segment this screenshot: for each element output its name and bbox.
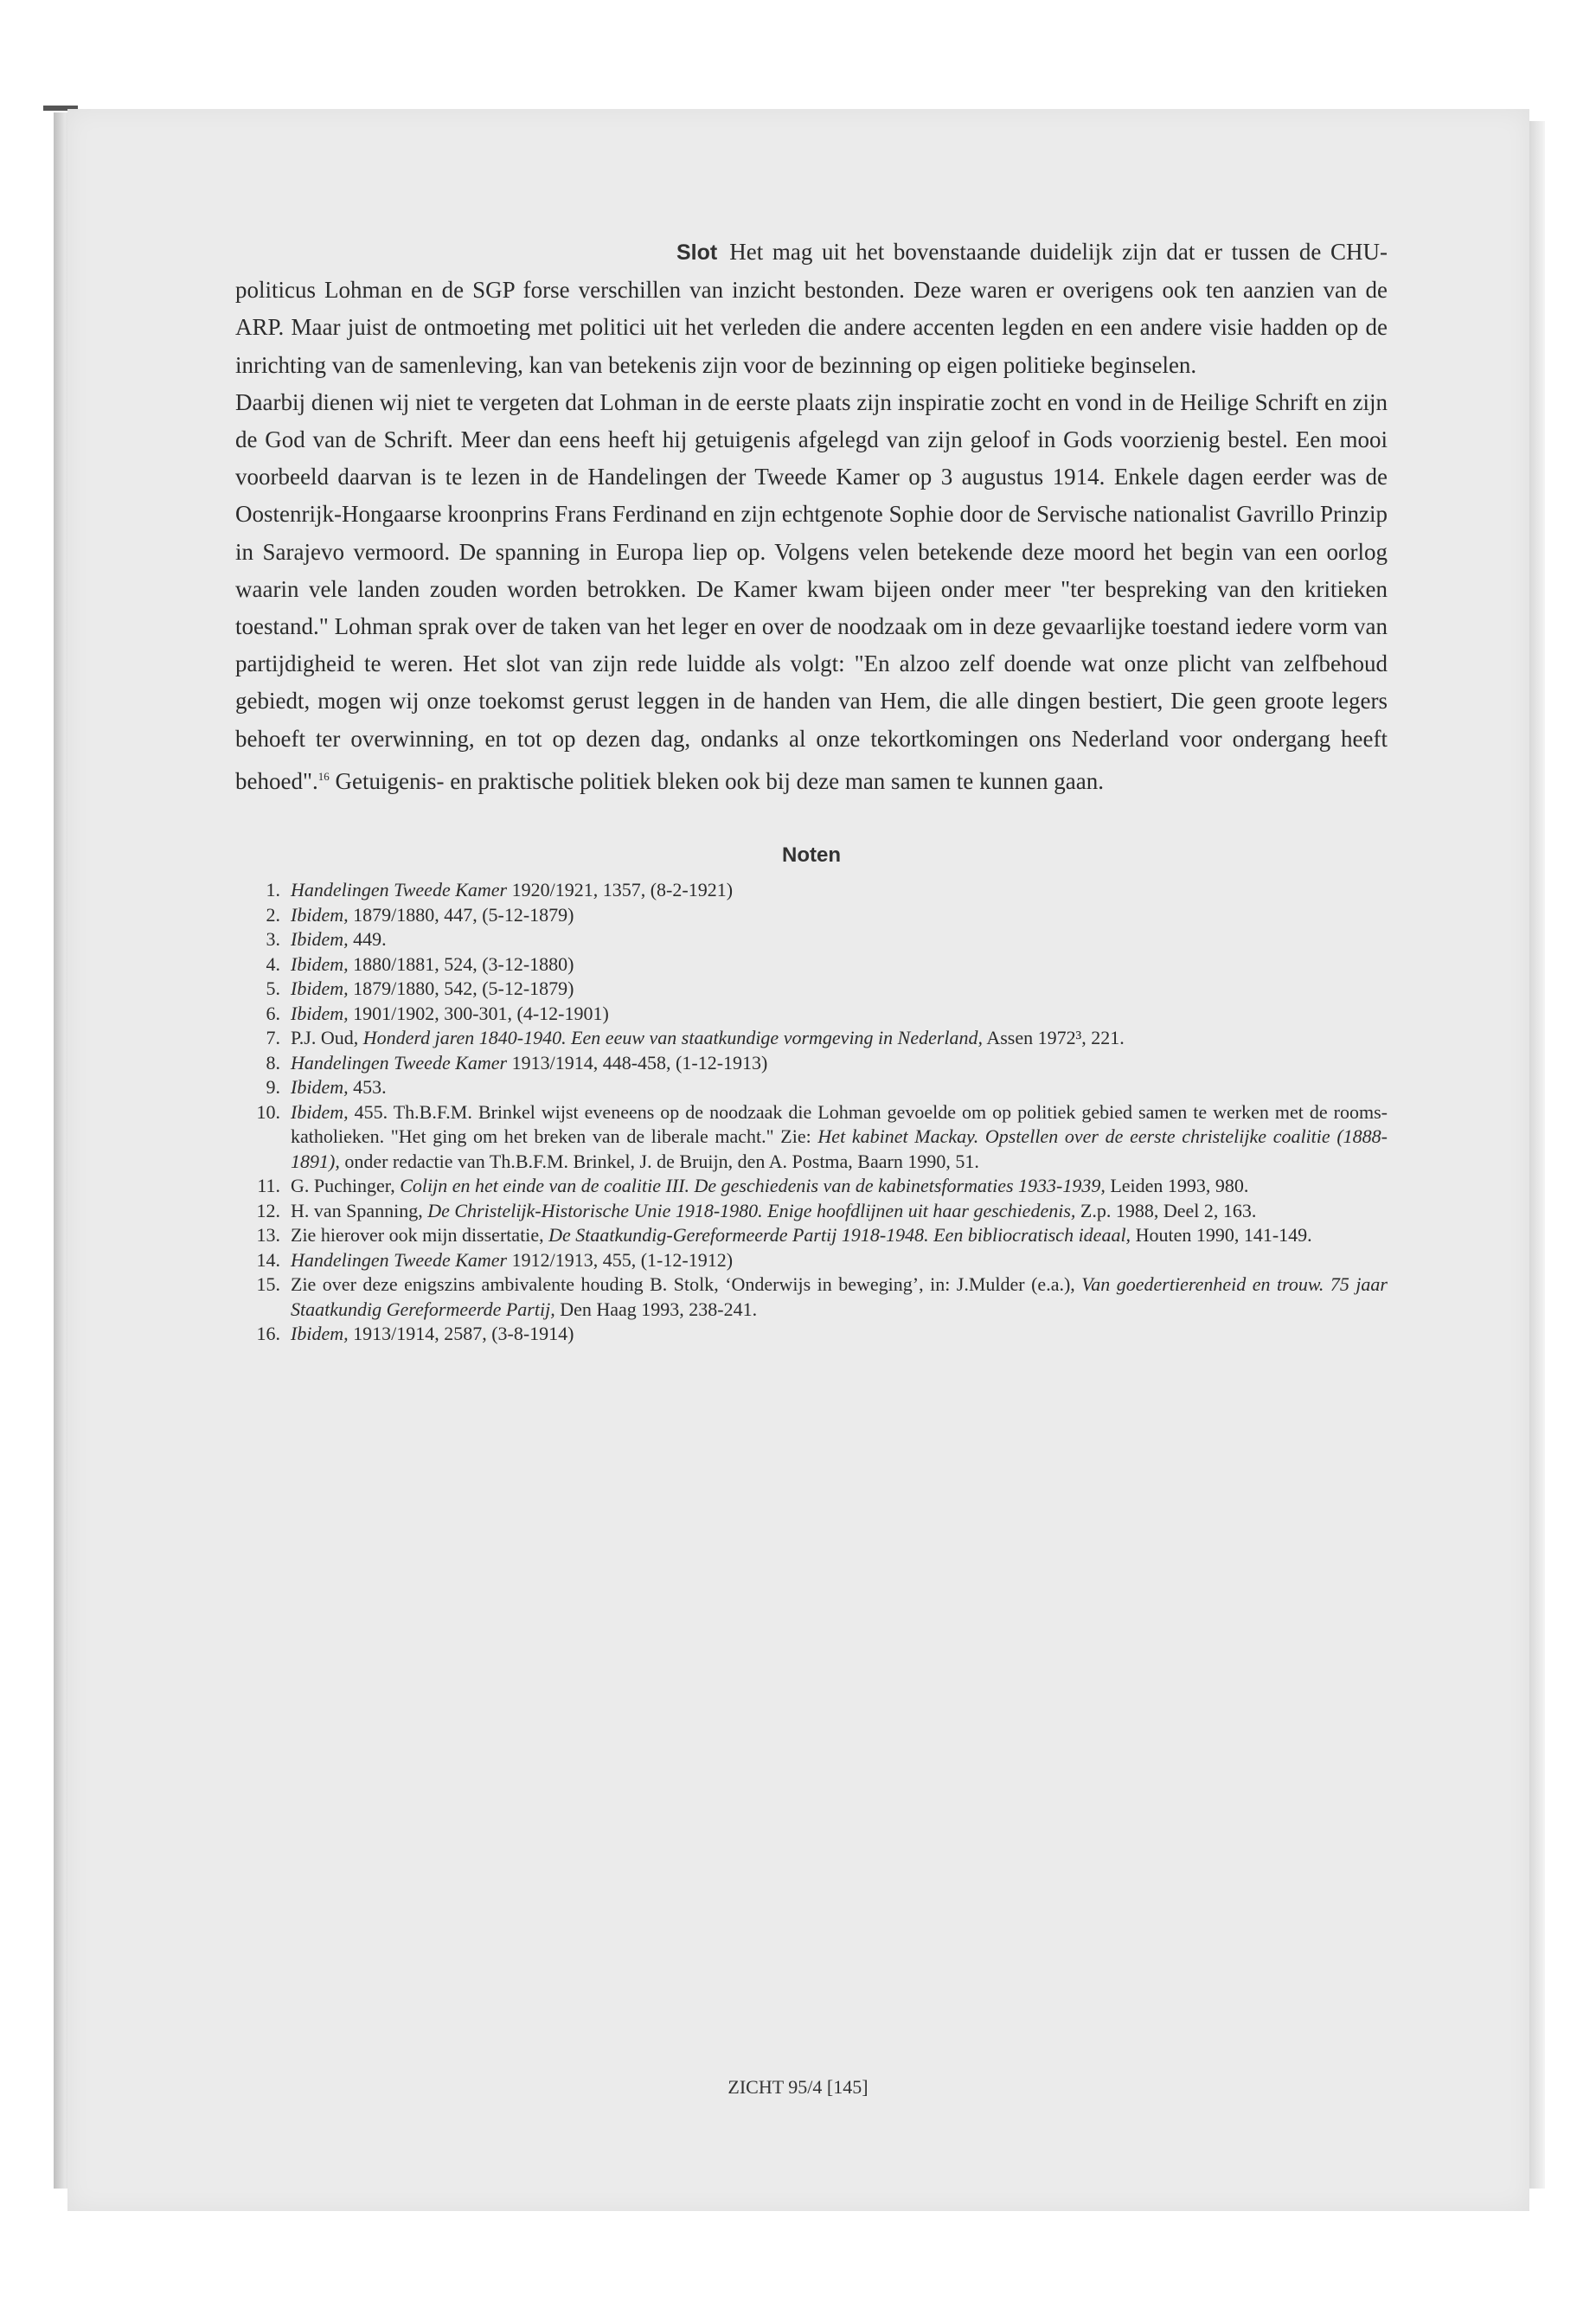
note-text: [291, 977, 1388, 1002]
note-item: [235, 1174, 1388, 1199]
note-text: [291, 927, 1388, 952]
note-text: [291, 1051, 1388, 1076]
note-segment: P.J. Oud,: [291, 1027, 363, 1049]
note-title: Het kabinet Mackay. Opstellen over de eerste christelijke coalitie (1888-1891),: [291, 1125, 1388, 1172]
note-item: [235, 952, 1388, 977]
note-number: 2.: [266, 903, 280, 926]
note-segment: 453.: [348, 1076, 387, 1099]
note-item: [235, 903, 1388, 928]
note-number: 3.: [266, 928, 280, 951]
note-number: 5.: [266, 977, 280, 1000]
paragraph-text-after: Getuigenis- en praktische politiek bleken ook bij deze man samen te kunnen gaan.: [329, 767, 1104, 794]
note-item: [235, 1026, 1388, 1051]
note-item: [235, 927, 1388, 952]
note-item: [235, 1051, 1388, 1076]
note-text: [291, 878, 1388, 903]
note-text: [291, 1026, 1388, 1051]
paragraph-slot: [235, 234, 1388, 384]
note-text: [291, 1223, 1388, 1248]
note-segment: Den Haag 1993, 238-241.: [554, 1298, 758, 1320]
note-item: [235, 977, 1388, 1002]
note-title: Ibidem,: [291, 928, 349, 951]
note-text: [291, 1075, 1388, 1100]
note-number: 4.: [266, 952, 280, 975]
note-text: [291, 1248, 1388, 1273]
note-item: [235, 1223, 1388, 1248]
note-segment: 1879/1880, 542, (5-12-1879): [348, 977, 574, 1000]
note-text: [291, 1322, 1388, 1347]
note-segment: 1913/1914, 2587, (3-8-1914): [348, 1323, 574, 1345]
page-footer: ZICHT 95/4 [145]: [727, 2076, 869, 2098]
note-title: Ibidem,: [291, 1002, 349, 1024]
section-heading-slot: Slot: [676, 240, 718, 265]
note-item: [235, 1075, 1388, 1100]
note-segment: H. van Spanning,: [291, 1199, 428, 1221]
note-title: Colijn en het einde van de coalitie III. De geschiedenis van de kabinetsformaties 1933-1939,: [400, 1175, 1106, 1197]
note-item: [235, 1272, 1388, 1322]
note-text: [291, 952, 1388, 977]
note-item: [235, 1322, 1388, 1347]
notes-list: [235, 878, 1388, 1347]
note-number: 10.: [256, 1100, 280, 1123]
note-text: [291, 1272, 1388, 1322]
note-title: Ibidem,: [291, 1100, 349, 1123]
notes-heading: Noten: [782, 843, 841, 868]
note-segment: 1920/1921, 1357, (8-2-1921): [507, 879, 734, 901]
note-number: 1.: [266, 879, 280, 901]
note-title: Handelingen Tweede Kamer: [291, 879, 508, 901]
note-number: 7.: [266, 1027, 280, 1049]
note-item: [235, 1248, 1388, 1273]
note-title: Honderd jaren 1840-1940. Een eeuw van staatkundige vormgeving in Nederland,: [362, 1027, 984, 1049]
note-number: 12.: [256, 1199, 280, 1221]
note-number: 14.: [256, 1248, 280, 1271]
note-title: De Staatkundig-Gereformeerde Partij 1918-1948. Een bibliocratisch ideaal,: [548, 1224, 1131, 1247]
note-segment: Zie hierover ook mijn dissertatie,: [291, 1224, 549, 1247]
paragraph-text: Het mag uit het bovenstaande duidelijk zijn dat er tussen de CHU-politicus Lohman en de SGP forse verschillen van inzicht bestonden. Deze waren er overigens ook ten aanzien van de ARP. Maar juist de ontmoeting met politici uit het verleden die andere accenten legden en een andere visie hadden op de inrichting van de samenleving, kan van betekenis zijn voor de bezinning op eigen politieke beginselen.: [235, 239, 1388, 378]
note-title: Ibidem,: [291, 952, 349, 975]
note-number: 8.: [266, 1051, 280, 1074]
note-text: [291, 1199, 1388, 1224]
note-item: [235, 1199, 1388, 1224]
note-text: [291, 1002, 1388, 1027]
note-title: Ibidem,: [291, 977, 349, 1000]
note-title: Handelingen Tweede Kamer: [291, 1051, 508, 1074]
note-segment: Assen 1972³, 221.: [983, 1027, 1125, 1049]
note-segment: Leiden 1993, 980.: [1105, 1175, 1249, 1197]
paragraph-lohman: [235, 384, 1388, 800]
note-text: [291, 1100, 1388, 1175]
note-title: Ibidem,: [291, 1323, 349, 1345]
note-number: 13.: [256, 1224, 280, 1247]
note-title: Van goedertierenheid en trouw. 75 jaar Staatkundig Gereformeerde Partij,: [291, 1273, 1388, 1320]
paragraph-text: Daarbij dienen wij niet te vergeten dat Lohman in de eerste plaats zijn inspiratie zocht en vond in de Heilige Schrift en zijn de God van de Schrift. Meer dan eens heeft hij getuigenis afgelegd van zijn geloof in Gods voorzienig bestel. Een mooi voorbeeld daarvan is te lezen in de Handelingen der Tweede Kamer op 3 augustus 1914. Enkele dagen eerder was de Oostenrijk-Hongaarse kroonprins Frans Ferdinand en zijn echtgenote Sophie door de Servische nationalist Gavrillo Prinzip in Sarajevo vermoord. De spanning in Europa liep op. Volgens velen betekende deze moord het begin van een oorlog waarin vele landen zouden worden betrokken. De Kamer kwam bijeen onder meer "ter bespreking van den kritieken toestand." Lohman sprak over de taken van het leger en over de noodzaak om in deze gevaarlijke toestand iedere vorm van partijdigheid te weren. Het slot van zijn rede luidde als volgt: "En alzoo zelf doende wat onze plicht van zelfbehoud gebiedt, mogen wij onze toekomst gerust leggen in de handen van Hem, die alle dingen bestiert, Die geen groote legers behoeft ter overwinning, en tot op dezen dag, ondanks al onze tekortkomingen ons Nederland voor ondergang heeft behoed".: [235, 388, 1388, 794]
note-segment: Houten 1990, 141-149.: [1131, 1224, 1312, 1247]
note-item: [235, 878, 1388, 903]
page-content: [235, 234, 1388, 1347]
note-item: [235, 1002, 1388, 1027]
note-segment: 1879/1880, 447, (5-12-1879): [348, 903, 574, 926]
note-segment: 1880/1881, 524, (3-12-1880): [348, 952, 574, 975]
note-segment: onder redactie van Th.B.F.M. Brinkel, J. de Bruijn, den A. Postma, Baarn 1990, 51.: [339, 1150, 979, 1172]
note-title: Ibidem,: [291, 1076, 349, 1099]
note-text: [291, 1174, 1388, 1199]
note-segment: 1913/1914, 448-458, (1-12-1913): [507, 1051, 768, 1074]
note-item: [235, 1100, 1388, 1175]
note-title: De Christelijk-Historische Unie 1918-1980. Enige hoofdlijnen uit haar geschiedenis,: [427, 1199, 1076, 1221]
note-segment: 1912/1913, 455, (1-12-1912): [507, 1248, 734, 1271]
note-text: [291, 903, 1388, 928]
note-segment: G. Puchinger,: [291, 1175, 401, 1197]
note-segment: 1901/1902, 300-301, (4-12-1901): [348, 1002, 609, 1024]
note-number: 9.: [266, 1076, 280, 1099]
note-number: 6.: [266, 1002, 280, 1024]
note-segment: 455. Th.B.F.M. Brinkel wijst eveneens op de noodzaak die Lohman gevoelde om op politiek gebied samen te werken met de rooms-katholieken. "Het ging om het breken van de liberale macht." Zie:: [291, 1100, 1388, 1148]
note-title: Handelingen Tweede Kamer: [291, 1248, 508, 1271]
note-segment: Z.p. 1988, Deel 2, 163.: [1075, 1199, 1257, 1221]
note-number: 15.: [256, 1273, 280, 1296]
note-segment: 449.: [348, 928, 387, 951]
page-edge-right: [1529, 121, 1545, 2189]
note-segment: Zie over deze enigszins ambivalente houding B. Stolk, ‘Onderwijs in beweging’, in: J.Mulder (e.a.),: [291, 1273, 1082, 1296]
footnote-reference[interactable]: 16: [317, 769, 330, 783]
note-number: 11.: [257, 1175, 280, 1197]
note-title: Ibidem,: [291, 903, 349, 926]
note-number: 16.: [256, 1323, 280, 1345]
